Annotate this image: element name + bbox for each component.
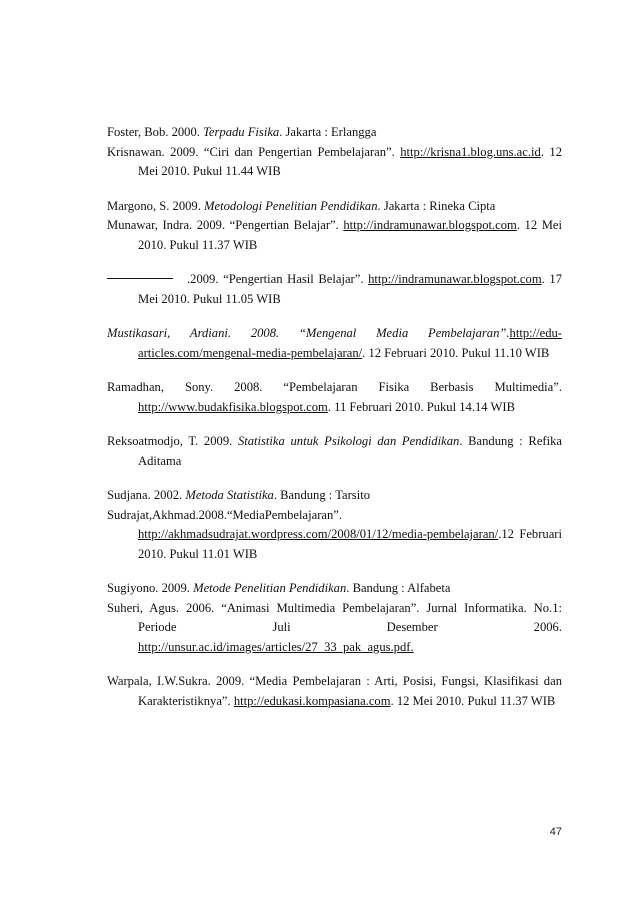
ref-text: Warpala, I.W.Sukra. 2009. “Media Pembelajaran : Arti, Posisi, Fungsi, Klasifikasi dan Karakteristiknya”.	[107, 674, 562, 708]
ref-text: . Jakarta : Rineka Cipta	[377, 198, 496, 213]
ref-title: Metoda Statistika	[185, 488, 274, 502]
ref-text: Munawar, Indra. 2009. “Pengertian Belajar”.	[107, 218, 344, 232]
reference-entry	[107, 432, 562, 471]
reference-entry	[107, 123, 562, 143]
reference-entry	[107, 216, 562, 255]
ref-text: . Bandung : Tarsito	[273, 488, 370, 502]
ref-text: . Bandung : Refika Aditama	[138, 434, 562, 468]
reference-entry	[107, 378, 562, 417]
ref-text: . 12 Mei 2010. Pukul 11.44 WIB	[138, 144, 562, 178]
ref-text: Krisnawan. 2009. “Ciri dan Pengertian Pembelajaran”.	[107, 144, 401, 159]
ref-text: .2009. “Pengertian Hasil Belajar”.	[187, 272, 369, 286]
reference-entry	[107, 270, 562, 309]
reference-entry	[107, 486, 562, 506]
ref-title: Statistika untuk Psikologi dan Pendidikan	[237, 434, 460, 448]
reference-entry	[107, 599, 562, 658]
ref-text: . 12 Mei 2010. Pukul 11.37 WIB	[138, 218, 563, 252]
ref-link[interactable]: http://edu-articles.com/mengenal-media-pembelajaran/	[138, 326, 562, 360]
ref-link[interactable]: http://akhmadsudrajat.wordpress.com/2008/01/12/media-pembelajaran/	[138, 527, 499, 541]
ref-text: . Jakarta : Erlangga	[279, 125, 377, 139]
ref-text: . 12 Mei 2010. Pukul 11.37 WIB	[390, 693, 556, 708]
author-repeat-line	[107, 278, 173, 279]
ref-title: Metodologi Penelitian Pendidikan	[204, 198, 378, 213]
page-number: 47	[549, 826, 562, 838]
ref-text: Sudjana. 2002.	[107, 488, 186, 502]
ref-text: . 17 Mei 2010. Pukul 11.05 WIB	[138, 272, 562, 306]
reference-entry	[107, 197, 562, 217]
ref-link[interactable]: http://indramunawar.blogspot.com	[343, 218, 517, 232]
ref-title: Metode Penelitian Pendidikan	[193, 581, 347, 595]
bibliography	[107, 123, 562, 711]
ref-text: Margono, S. 2009.	[107, 198, 205, 213]
ref-text: Sugiyono. 2009.	[107, 581, 194, 595]
ref-title: Mustikasari, Ardiani. 2008. “Mengenal Media Pembelajaran”.	[107, 326, 510, 340]
ref-link[interactable]: http://unsur.ac.id/images/articles/27_33_pak_agus.pdf.	[138, 639, 414, 654]
ref-link[interactable]: http://edukasi.kompasiana.com	[233, 693, 391, 708]
reference-entry	[107, 324, 562, 363]
ref-text: .12 Februari 2010. Pukul 11.01 WIB	[138, 527, 562, 561]
ref-text: Suheri, Agus. 2006. “Animasi Multimedia Pembelajaran”. Jurnal Informatika. No.1: Periode Juli Desember 2006.	[107, 600, 562, 634]
reference-entry	[107, 672, 562, 711]
reference-entry	[107, 506, 562, 565]
ref-text: Foster, Bob. 2000.	[107, 125, 204, 139]
ref-text: Reksoatmodjo, T. 2009.	[107, 434, 238, 448]
ref-link[interactable]: http://indramunawar.blogspot.com	[368, 272, 542, 286]
ref-text: . Bandung : Alfabeta	[346, 581, 451, 595]
ref-text: Sudrajat,Akhmad.2008.“MediaPembelajaran”.	[107, 507, 343, 522]
ref-text: Ramadhan, Sony. 2008. “Pembelajaran Fisika Berbasis Multimedia”.	[107, 380, 562, 394]
ref-link[interactable]: http://krisna1.blog.uns.ac.id	[400, 144, 541, 159]
ref-title: Terpadu Fisika	[203, 125, 280, 139]
ref-text: . 11 Februari 2010. Pukul 14.14 WIB	[327, 399, 515, 414]
reference-entry	[107, 143, 562, 182]
reference-entry	[107, 579, 562, 599]
ref-text: . 12 Februari 2010. Pukul 11.10 WIB	[362, 345, 550, 360]
ref-link[interactable]: http://www.budakfisika.blogspot.com	[138, 399, 328, 414]
